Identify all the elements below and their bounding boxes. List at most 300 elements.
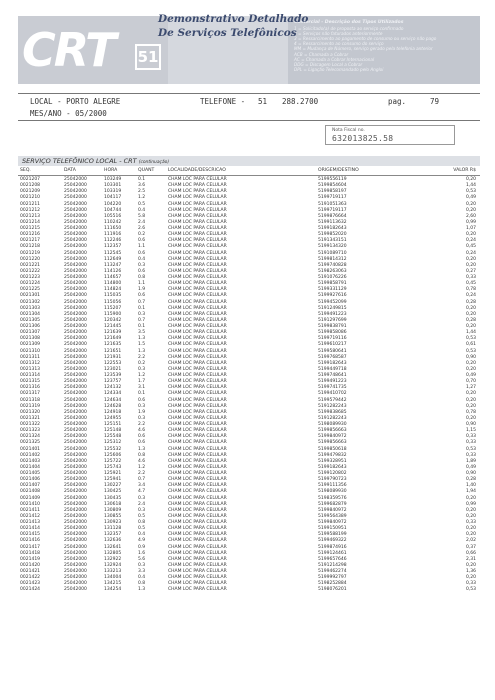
cell-valor: 1,44 bbox=[465, 330, 476, 336]
cell-hora: 122553 bbox=[104, 360, 122, 366]
col-data: DATA bbox=[64, 168, 76, 173]
legend-line: ACB = Chamada a Cobrar bbox=[294, 51, 349, 57]
cell-hora: 132805 bbox=[104, 550, 122, 556]
cell-seq: 0021324 bbox=[20, 434, 41, 440]
cell-data: 25042000 bbox=[64, 379, 87, 385]
cell-valor: 0,53 bbox=[465, 189, 476, 195]
cell-seq: 0021312 bbox=[20, 360, 41, 366]
cell-data: 25042000 bbox=[64, 348, 87, 354]
cell-hora: 112649 bbox=[104, 256, 122, 262]
legend-panel bbox=[288, 16, 480, 84]
legend-line: 3 = Ressarcimento ao pagamento de consumo ou serviço não pago bbox=[294, 36, 437, 41]
cell-localidade: CHAM LOC PARA CELULAR bbox=[168, 336, 227, 342]
cell-valor: 0,24 bbox=[465, 238, 476, 244]
cell-origem: 5199449718 bbox=[318, 366, 347, 372]
cell-seq: 0021409 bbox=[20, 495, 41, 501]
cell-origem: 5191089710 bbox=[318, 250, 347, 256]
cell-data: 25042000 bbox=[64, 324, 87, 329]
cell-origem: 5199556119 bbox=[318, 177, 347, 182]
cell-quant: 1.2 bbox=[138, 373, 146, 378]
cell-seq: 0021424 bbox=[20, 587, 41, 593]
cell-data: 25042000 bbox=[64, 446, 87, 452]
cell-data: 25042000 bbox=[64, 489, 87, 495]
cell-localidade: CHAM LOC PARA CELULAR bbox=[168, 520, 227, 525]
cell-data: 25042000 bbox=[64, 556, 87, 562]
page-label: pag. bbox=[388, 97, 407, 106]
cell-localidade: CHAM LOC PARA CELULAR bbox=[168, 452, 227, 458]
cell-data: 25042000 bbox=[64, 550, 87, 556]
cell-valor: 0,20 bbox=[465, 232, 476, 238]
cell-hora: 112246 bbox=[104, 238, 122, 244]
cell-data: 25042000 bbox=[64, 532, 87, 538]
cell-hora: 121635 bbox=[104, 342, 122, 348]
cell-origem: 5199741735 bbox=[318, 385, 347, 391]
cell-seq: 0021307 bbox=[20, 330, 41, 336]
cell-quant: 4.7 bbox=[138, 489, 146, 495]
cell-localidade: CHAM LOC PARA CELULAR bbox=[168, 360, 227, 366]
header-rule-bottom bbox=[18, 120, 480, 121]
cell-data: 25042000 bbox=[64, 177, 87, 182]
cell-origem: 5191282243 bbox=[318, 415, 347, 421]
cell-origem: 5199790723 bbox=[318, 477, 347, 483]
cell-hora: 123021 bbox=[104, 366, 122, 372]
cell-data: 25042000 bbox=[64, 244, 87, 250]
cell-seq: 0021221 bbox=[20, 262, 41, 268]
cell-seq: 0021303 bbox=[20, 305, 41, 311]
cell-seq: 0021401 bbox=[20, 446, 41, 452]
cell-data: 25042000 bbox=[64, 311, 87, 317]
cell-localidade: CHAM LOC PARA CELULAR bbox=[168, 281, 227, 287]
cell-valor: 0,24 bbox=[465, 250, 476, 256]
cell-seq: 0021306 bbox=[20, 324, 41, 329]
cell-quant: 0.6 bbox=[138, 434, 146, 440]
cell-data: 25042000 bbox=[64, 373, 87, 378]
cell-localidade: CHAM LOC PARA CELULAR bbox=[168, 501, 227, 507]
logo-panel bbox=[18, 16, 168, 84]
cell-hora: 134004 bbox=[104, 575, 122, 581]
cell-quant: 1.9 bbox=[138, 287, 146, 293]
cell-hora: 125921 bbox=[104, 471, 122, 476]
cell-data: 25042000 bbox=[64, 440, 87, 446]
cell-valor: 0,53 bbox=[465, 336, 476, 342]
cell-quant: 2.4 bbox=[138, 501, 146, 507]
cell-localidade: CHAM LOC PARA CELULAR bbox=[168, 250, 227, 256]
crt-logo: CRT bbox=[22, 23, 115, 77]
cell-seq: 0021309 bbox=[20, 342, 41, 348]
cell-quant: 2.2 bbox=[138, 471, 146, 476]
cell-quant: 4.9 bbox=[138, 538, 146, 544]
cell-hora: 130227 bbox=[104, 483, 122, 489]
cell-localidade: CHAM LOC PARA CELULAR bbox=[168, 562, 227, 568]
cell-hora: 114824 bbox=[104, 287, 122, 293]
cell-seq: 0021214 bbox=[20, 219, 41, 225]
cell-origem: 5199479832 bbox=[318, 452, 347, 458]
cell-origem: 5199120802 bbox=[318, 471, 347, 476]
document-title bbox=[158, 12, 308, 40]
cell-valor: 0,78 bbox=[465, 287, 476, 293]
cell-valor: 0,20 bbox=[465, 324, 476, 329]
cell-seq: 0021405 bbox=[20, 471, 41, 476]
cell-valor: 0,20 bbox=[465, 397, 476, 403]
cell-hora: 121931 bbox=[104, 354, 122, 360]
cell-origem: 5199462274 bbox=[318, 569, 347, 574]
cell-origem: 5191214298 bbox=[318, 562, 347, 568]
cell-origem: 5199657646 bbox=[318, 556, 347, 562]
cell-valor: 1,94 bbox=[465, 489, 476, 495]
cell-hora: 103319 bbox=[104, 189, 122, 195]
cell-seq: 0021316 bbox=[20, 385, 41, 391]
cell-hora: 130923 bbox=[104, 520, 122, 525]
cell-origem: 5199182643 bbox=[318, 464, 347, 470]
cell-seq: 0021308 bbox=[20, 336, 41, 342]
cell-data: 25042000 bbox=[64, 330, 87, 336]
cell-data: 25042000 bbox=[64, 415, 87, 421]
cell-hora: 104744 bbox=[104, 207, 122, 213]
cell-seq: 0021218 bbox=[20, 244, 41, 250]
cell-localidade: CHAM LOC PARA CELULAR bbox=[168, 403, 227, 409]
cell-origem: 5199719117 bbox=[318, 195, 347, 201]
cell-localidade: CHAM LOC PARA CELULAR bbox=[168, 483, 227, 489]
page-number: 79 bbox=[430, 97, 440, 106]
cell-seq: 0021321 bbox=[20, 415, 41, 421]
cell-valor: 1,40 bbox=[465, 483, 476, 489]
cell-hora: 114800 bbox=[104, 281, 122, 287]
cell-localidade: CHAM LOC PARA CELULAR bbox=[168, 428, 227, 434]
cell-origem: 5198359576 bbox=[318, 495, 347, 501]
cell-quant: 1.3 bbox=[138, 446, 146, 452]
cell-valor: 0,20 bbox=[465, 495, 476, 501]
cell-quant: 3.4 bbox=[138, 483, 146, 489]
cell-localidade: CHAM LOC PARA CELULAR bbox=[168, 569, 227, 574]
cell-localidade: CHAM LOC PARA CELULAR bbox=[168, 213, 227, 219]
cell-origem: 5199588199 bbox=[318, 532, 347, 538]
cell-origem: 5199992797 bbox=[318, 575, 347, 581]
cell-valor: 2,31 bbox=[465, 556, 476, 562]
cell-data: 25042000 bbox=[64, 317, 87, 323]
cell-seq: 0021219 bbox=[20, 250, 41, 256]
cell-origem: 5199491223 bbox=[318, 311, 347, 317]
cell-seq: 0021305 bbox=[20, 317, 41, 323]
cell-seq: 0021403 bbox=[20, 458, 41, 464]
cell-origem: 5199856663 bbox=[318, 428, 347, 434]
cell-valor: 0,20 bbox=[465, 526, 476, 532]
cell-seq: 0021325 bbox=[20, 440, 41, 446]
cell-hora: 130618 bbox=[104, 501, 122, 507]
cell-hora: 132636 bbox=[104, 538, 122, 544]
cell-valor: 0,90 bbox=[465, 422, 476, 427]
cell-origem: 5199856663 bbox=[318, 440, 347, 446]
cell-hora: 113247 bbox=[104, 262, 122, 268]
cell-quant: 1.1 bbox=[138, 281, 146, 287]
cell-hora: 114126 bbox=[104, 268, 122, 274]
cell-data: 25042000 bbox=[64, 256, 87, 262]
cell-localidade: CHAM LOC PARA CELULAR bbox=[168, 311, 227, 317]
month-year: MES/ANO - 05/2000 bbox=[30, 109, 107, 118]
cell-quant: 0.3 bbox=[138, 262, 146, 268]
cell-quant: 0.3 bbox=[138, 562, 146, 568]
cell-data: 25042000 bbox=[64, 250, 87, 256]
cell-quant: 0.3 bbox=[138, 311, 146, 317]
cell-localidade: CHAM LOC PARA CELULAR bbox=[168, 262, 227, 268]
cell-origem: 5199852020 bbox=[318, 232, 347, 238]
table-header-rule bbox=[18, 175, 480, 176]
cell-data: 25042000 bbox=[64, 575, 87, 581]
cell-data: 25042000 bbox=[64, 483, 87, 489]
cell-hora: 132357 bbox=[104, 532, 122, 538]
cell-valor: 0,53 bbox=[465, 587, 476, 593]
cell-quant: 0.3 bbox=[138, 415, 146, 421]
cell-valor: 1,36 bbox=[465, 569, 476, 574]
cell-hora: 104117 bbox=[104, 195, 122, 201]
cell-data: 25042000 bbox=[64, 501, 87, 507]
cell-localidade: CHAM LOC PARA CELULAR bbox=[168, 275, 227, 280]
cell-data: 25042000 bbox=[64, 238, 87, 244]
cell-data: 25042000 bbox=[64, 397, 87, 403]
cell-valor: 0,20 bbox=[465, 507, 476, 513]
cell-quant: 0.1 bbox=[138, 324, 146, 329]
header-rule-top bbox=[18, 93, 480, 94]
cell-seq: 0021208 bbox=[20, 183, 41, 189]
cell-origem: 5199850618 bbox=[318, 446, 347, 452]
cell-valor: 0,33 bbox=[465, 452, 476, 458]
cell-data: 25042000 bbox=[64, 226, 87, 231]
cell-valor: 0,20 bbox=[465, 391, 476, 397]
cell-seq: 0021411 bbox=[20, 507, 41, 513]
fiscal-note-label: Nota Fiscal no. bbox=[332, 128, 365, 133]
cell-localidade: CHAM LOC PARA CELULAR bbox=[168, 440, 227, 446]
cell-hora: 111650 bbox=[104, 226, 122, 231]
cell-localidade: CHAM LOC PARA CELULAR bbox=[168, 434, 227, 440]
section-title bbox=[22, 156, 169, 168]
cell-origem: 5198089930 bbox=[318, 422, 347, 427]
cell-localidade: CHAM LOC PARA CELULAR bbox=[168, 379, 227, 385]
cell-quant: 2.2 bbox=[138, 422, 146, 427]
cell-seq: 0021302 bbox=[20, 299, 41, 305]
cell-valor: 0,20 bbox=[465, 207, 476, 213]
cell-seq: 0021413 bbox=[20, 520, 41, 525]
local-label: LOCAL - PORTO ALEGRE bbox=[30, 97, 121, 106]
cell-origem: 5199858197 bbox=[318, 189, 347, 195]
cell-data: 25042000 bbox=[64, 354, 87, 360]
cell-localidade: CHAM LOC PARA CELULAR bbox=[168, 226, 227, 231]
cell-origem: 5199838685 bbox=[318, 409, 347, 415]
cell-data: 25042000 bbox=[64, 452, 87, 458]
cell-hora: 103301 bbox=[104, 183, 122, 189]
cell-hora: 125722 bbox=[104, 458, 122, 464]
cell-valor: 0,70 bbox=[465, 379, 476, 385]
cell-origem: 5199134320 bbox=[318, 244, 347, 250]
cell-seq: 0021417 bbox=[20, 544, 41, 550]
cell-hora: 125148 bbox=[104, 428, 122, 434]
cell-hora: 125151 bbox=[104, 422, 122, 427]
cell-localidade: CHAM LOC PARA CELULAR bbox=[168, 177, 227, 182]
cell-data: 25042000 bbox=[64, 299, 87, 305]
legend-title: Comercial - Descrição dos Tipos Utilizados bbox=[294, 20, 404, 25]
cell-data: 25042000 bbox=[64, 232, 87, 238]
cell-valor: 0,45 bbox=[465, 281, 476, 287]
cell-quant: 2.4 bbox=[138, 219, 146, 225]
cell-valor: 2,60 bbox=[465, 213, 476, 219]
cell-hora: 132641 bbox=[104, 544, 122, 550]
cell-hora: 130855 bbox=[104, 513, 122, 519]
col-quant: QUANT bbox=[138, 168, 155, 173]
cell-quant: 0.5 bbox=[138, 513, 146, 519]
cell-localidade: CHAM LOC PARA CELULAR bbox=[168, 397, 227, 403]
cell-seq: 0021404 bbox=[20, 464, 41, 470]
section-subtitle: (continuação) bbox=[138, 160, 170, 165]
cell-data: 25042000 bbox=[64, 495, 87, 501]
cell-localidade: CHAM LOC PARA CELULAR bbox=[168, 575, 227, 581]
legend-line: 1 = Solicitado(a) de proposta ao serviço confirmado bbox=[294, 25, 404, 31]
cell-valor: 0,20 bbox=[465, 532, 476, 538]
cell-seq: 0021210 bbox=[20, 195, 41, 201]
cell-data: 25042000 bbox=[64, 458, 87, 464]
legend-line: 2 = Serviços não faturados anteriormente bbox=[294, 30, 383, 36]
cell-valor: 1,44 bbox=[465, 183, 476, 189]
cell-seq: 0021225 bbox=[20, 287, 41, 293]
cell-data: 25042000 bbox=[64, 275, 87, 280]
cell-valor: 0,99 bbox=[465, 501, 476, 507]
cell-localidade: CHAM LOC PARA CELULAR bbox=[168, 183, 227, 189]
cell-origem: 5199328951 bbox=[318, 458, 347, 464]
cell-hora: 115056 bbox=[104, 299, 122, 305]
cell-quant: 3.6 bbox=[138, 183, 146, 189]
cell-origem: 5199876664 bbox=[318, 213, 347, 219]
cell-localidade: CHAM LOC PARA CELULAR bbox=[168, 189, 227, 195]
cell-origem: 5199113632 bbox=[318, 219, 347, 225]
cell-quant: 2.6 bbox=[138, 226, 146, 231]
cell-localidade: CHAM LOC PARA CELULAR bbox=[168, 458, 227, 464]
cell-origem: 5199410702 bbox=[318, 391, 347, 397]
cell-hora: 131128 bbox=[104, 526, 122, 532]
cell-origem: 5191297699 bbox=[318, 317, 347, 323]
cell-seq: 0021310 bbox=[20, 348, 41, 354]
cell-quant: 0.6 bbox=[138, 250, 146, 256]
cell-valor: 1,27 bbox=[465, 385, 476, 391]
cell-seq: 0021220 bbox=[20, 256, 41, 262]
cell-quant: 0.5 bbox=[138, 201, 146, 207]
cell-valor: 0,33 bbox=[465, 520, 476, 525]
cell-localidade: CHAM LOC PARA CELULAR bbox=[168, 366, 227, 372]
cell-localidade: CHAM LOC PARA CELULAR bbox=[168, 238, 227, 244]
document-title-line1: Demonstrativo Detalhado bbox=[158, 13, 309, 25]
table-header bbox=[18, 168, 480, 175]
cell-valor: 0,33 bbox=[465, 581, 476, 587]
cell-data: 25042000 bbox=[64, 520, 87, 525]
cell-origem: 5199719116 bbox=[318, 336, 347, 342]
cell-seq: 0021223 bbox=[20, 275, 41, 280]
cell-seq: 0021322 bbox=[20, 422, 41, 427]
cell-localidade: CHAM LOC PARA CELULAR bbox=[168, 330, 227, 336]
cell-localidade: CHAM LOC PARA CELULAR bbox=[168, 464, 227, 470]
cell-localidade: CHAM LOC PARA CELULAR bbox=[168, 550, 227, 556]
cell-origem: 5198076201 bbox=[318, 587, 347, 593]
cell-valor: 0,28 bbox=[465, 299, 476, 305]
cell-seq: 0021423 bbox=[20, 581, 41, 587]
cell-valor: 0,78 bbox=[465, 409, 476, 415]
cell-hora: 133213 bbox=[104, 569, 122, 574]
legend-line: MM = Mudança de Número, serviço gerado pela telefonia anterior bbox=[294, 46, 433, 52]
cell-valor: 0,53 bbox=[465, 446, 476, 452]
cell-origem: 5199182643 bbox=[318, 360, 347, 366]
cell-valor: 2,02 bbox=[465, 538, 476, 544]
col-localidade: LOCALIDADE/DESCRICAO bbox=[168, 168, 226, 173]
fiscal-note-box bbox=[325, 125, 455, 145]
cell-hora: 130425 bbox=[104, 489, 122, 495]
cell-valor: 0,20 bbox=[465, 366, 476, 372]
cell-quant: 1.2 bbox=[138, 464, 146, 470]
cell-quant: 0.6 bbox=[138, 397, 146, 403]
cell-valor: 0,24 bbox=[465, 293, 476, 299]
cell-quant: 1.3 bbox=[138, 587, 146, 593]
cell-origem: 5198252884 bbox=[318, 581, 347, 587]
cell-hora: 115900 bbox=[104, 311, 122, 317]
cell-valor: 1,89 bbox=[465, 458, 476, 464]
cell-hora: 125606 bbox=[104, 452, 122, 458]
cell-quant: 0.4 bbox=[138, 532, 146, 538]
cell-data: 25042000 bbox=[64, 287, 87, 293]
cell-localidade: CHAM LOC PARA CELULAR bbox=[168, 201, 227, 207]
cell-localidade: CHAM LOC PARA CELULAR bbox=[168, 348, 227, 354]
cell-origem: 5199814312 bbox=[318, 256, 347, 262]
cell-valor: 0,20 bbox=[465, 403, 476, 409]
cell-valor: 0,99 bbox=[465, 219, 476, 225]
cell-data: 25042000 bbox=[64, 219, 87, 225]
cell-data: 25042000 bbox=[64, 526, 87, 532]
cell-valor: 0,53 bbox=[465, 348, 476, 354]
cell-hora: 130809 bbox=[104, 507, 122, 513]
cell-hora: 124628 bbox=[104, 403, 122, 409]
calls-table-body bbox=[18, 177, 480, 594]
cell-hora: 121639 bbox=[104, 330, 122, 336]
cell-quant: 1.3 bbox=[138, 336, 146, 342]
cell-localidade: CHAM LOC PARA CELULAR bbox=[168, 244, 227, 250]
cell-valor: 0,20 bbox=[465, 575, 476, 581]
cell-data: 25042000 bbox=[64, 281, 87, 287]
cell-origem: 5191249815 bbox=[318, 305, 347, 311]
cell-origem: 5199840972 bbox=[318, 520, 347, 525]
cell-localidade: CHAM LOC PARA CELULAR bbox=[168, 422, 227, 427]
cell-hora: 115207 bbox=[104, 305, 122, 311]
cell-quant: 0.8 bbox=[138, 452, 146, 458]
legend-line: DDG = Discagem Local a Cobrar bbox=[294, 62, 363, 68]
cell-localidade: CHAM LOC PARA CELULAR bbox=[168, 495, 227, 501]
cell-origem: 5199927616 bbox=[318, 293, 347, 299]
cell-data: 25042000 bbox=[64, 336, 87, 342]
cell-quant: 0.4 bbox=[138, 256, 146, 262]
cell-quant: 0.3 bbox=[138, 507, 146, 513]
cell-seq: 0021304 bbox=[20, 311, 41, 317]
cell-localidade: CHAM LOC PARA CELULAR bbox=[168, 195, 227, 201]
cell-origem: 5199858086 bbox=[318, 330, 347, 336]
cell-hora: 132924 bbox=[104, 562, 122, 568]
cell-localidade: CHAM LOC PARA CELULAR bbox=[168, 544, 227, 550]
cell-quant: 0.8 bbox=[138, 581, 146, 587]
cell-seq: 0021212 bbox=[20, 207, 41, 213]
cell-localidade: CHAM LOC PARA CELULAR bbox=[168, 207, 227, 213]
cell-quant: 0.3 bbox=[138, 495, 146, 501]
cell-localidade: CHAM LOC PARA CELULAR bbox=[168, 299, 227, 305]
cell-localidade: CHAM LOC PARA CELULAR bbox=[168, 232, 227, 238]
cell-valor: 0,20 bbox=[465, 201, 476, 207]
cell-valor: 0,20 bbox=[465, 513, 476, 519]
cell-data: 25042000 bbox=[64, 262, 87, 268]
cell-quant: 2.5 bbox=[138, 189, 146, 195]
cell-seq: 0021317 bbox=[20, 391, 41, 397]
cell-origem: 5191282243 bbox=[318, 403, 347, 409]
col-seq: SEQ. bbox=[20, 168, 31, 173]
cell-localidade: CHAM LOC PARA CELULAR bbox=[168, 391, 227, 397]
